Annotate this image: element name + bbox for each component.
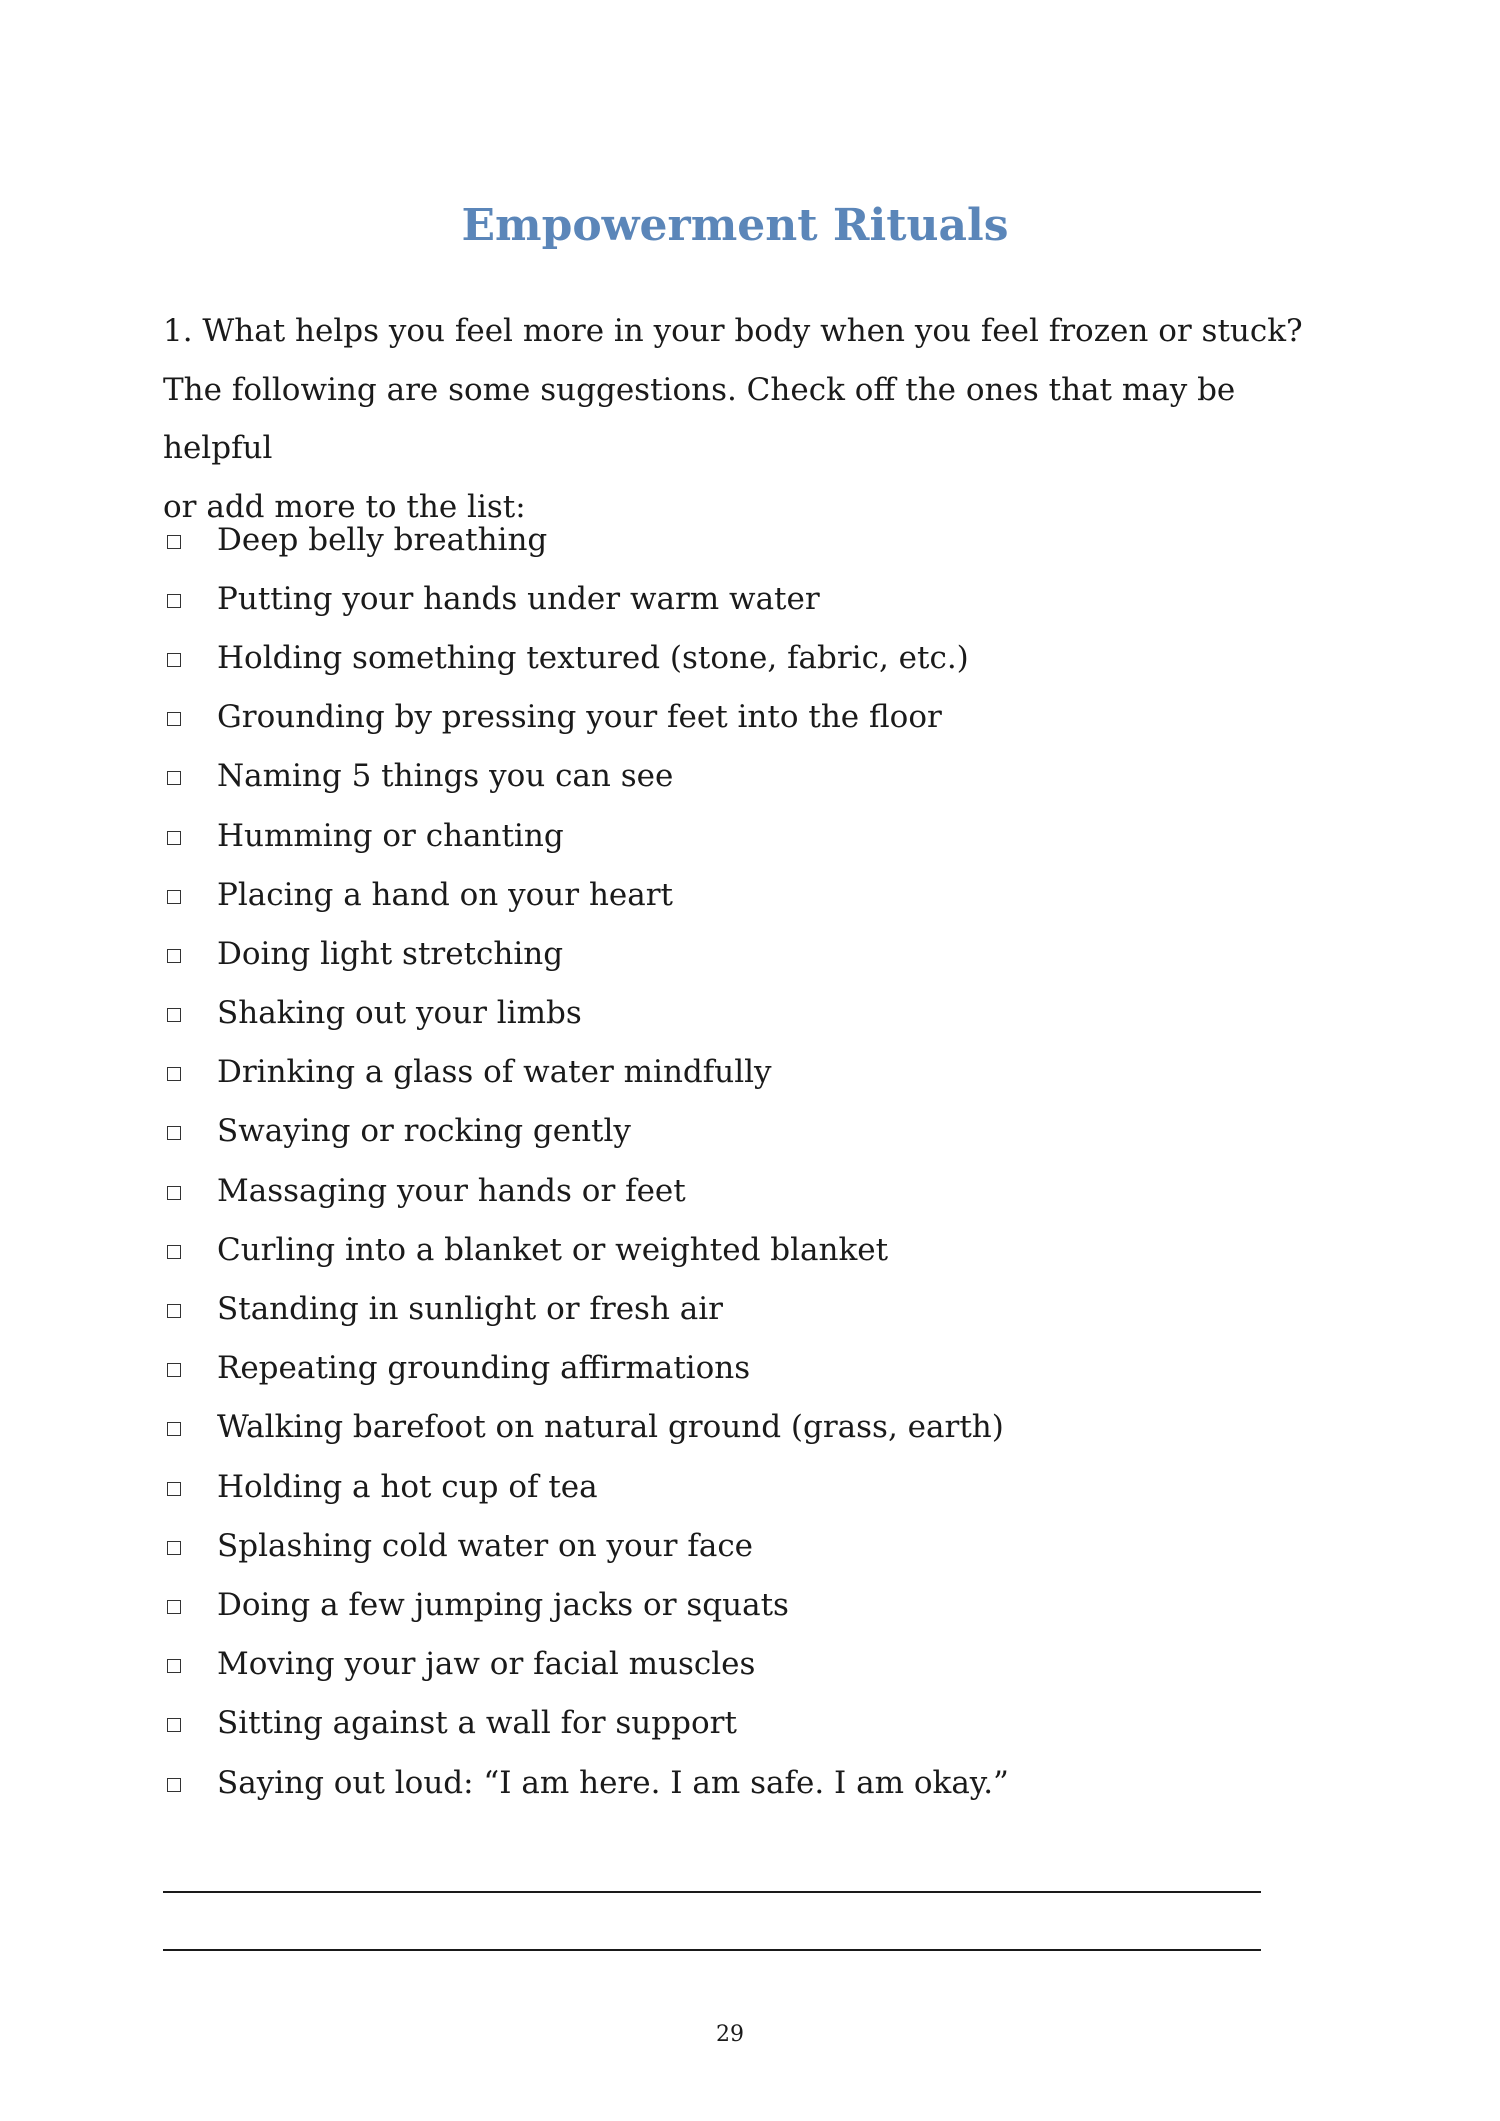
page-title: Empowerment Rituals	[461, 200, 1009, 251]
checkbox-icon[interactable]	[167, 1600, 181, 1614]
checklist-item	[163, 569, 1363, 628]
checklist-item-label: Splashing cold water on your face	[217, 1527, 754, 1564]
checkbox-icon[interactable]	[167, 771, 181, 785]
checkbox-icon[interactable]	[167, 1422, 181, 1436]
checklist-item-label: Holding something textured (stone, fabric, etc.)	[217, 639, 969, 676]
write-in-line[interactable]	[163, 1891, 1261, 1893]
checklist-item	[163, 1753, 1363, 1812]
checkbox-icon[interactable]	[167, 1008, 181, 1022]
checklist-item	[163, 1220, 1363, 1279]
intro-line: The following are some suggestions. Check off the ones that may be helpful	[163, 371, 1236, 466]
checkbox-icon[interactable]	[167, 1186, 181, 1200]
checkbox-icon[interactable]	[167, 1363, 181, 1377]
checklist-item-label: Standing in sunlight or fresh air	[217, 1291, 724, 1328]
checklist-item	[163, 1043, 1363, 1102]
checklist-item	[163, 510, 1363, 569]
checkbox-icon[interactable]	[167, 1659, 181, 1673]
checkbox-icon[interactable]	[167, 890, 181, 904]
checklist-item-label: Shaking out your limbs	[217, 995, 582, 1032]
checklist-item-label: Saying out loud: “I am here. I am safe. I am okay.”	[217, 1764, 1009, 1801]
checklist-item-label: Swaying or rocking gently	[217, 1113, 631, 1150]
checklist-item-label: Doing a few jumping jacks or squats	[217, 1586, 789, 1623]
checklist-item-label: Naming 5 things you can see	[217, 758, 674, 795]
checklist-item	[163, 806, 1363, 865]
checkbox-icon[interactable]	[167, 1541, 181, 1555]
checklist-item	[163, 1457, 1363, 1516]
checkbox-icon[interactable]	[167, 1126, 181, 1140]
checklist-item-label: Grounding by pressing your feet into the floor	[217, 699, 942, 736]
checklist-item	[163, 747, 1363, 806]
checklist-item-label: Putting your hands under warm water	[217, 580, 820, 617]
checklist-item	[163, 1694, 1363, 1753]
checkbox-icon[interactable]	[167, 831, 181, 845]
checklist-item	[163, 1102, 1363, 1161]
checkbox-icon[interactable]	[167, 594, 181, 608]
checklist-item	[163, 688, 1363, 747]
checklist-item-label: Walking barefoot on natural ground (grass, earth)	[217, 1409, 1004, 1446]
checkbox-icon[interactable]	[167, 1067, 181, 1081]
checklist-item	[163, 924, 1363, 983]
checklist-item-label: Moving your jaw or facial muscles	[217, 1646, 756, 1683]
checklist-item-label: Curling into a blanket or weighted blanket	[217, 1231, 889, 1268]
checklist-item-label: Placing a hand on your heart	[217, 876, 674, 913]
checklist-item-label: Sitting against a wall for support	[217, 1705, 737, 1742]
checkbox-icon[interactable]	[167, 949, 181, 963]
checklist-item	[163, 984, 1363, 1043]
checkbox-icon[interactable]	[167, 1304, 181, 1318]
checkbox-icon[interactable]	[167, 1482, 181, 1496]
checkbox-icon[interactable]	[167, 653, 181, 667]
checklist-item-label: Repeating grounding affirmations	[217, 1350, 751, 1387]
checklist-item	[163, 1635, 1363, 1694]
intro-line: or add more to the list:	[163, 488, 526, 525]
intro-question	[163, 302, 1343, 536]
checklist-item-label: Drinking a glass of water mindfully	[217, 1054, 772, 1091]
checklist-item	[163, 1516, 1363, 1575]
checklist-item-label: Deep belly breathing	[217, 521, 548, 558]
checkbox-icon[interactable]	[167, 1718, 181, 1732]
checklist-item	[163, 1575, 1363, 1634]
checkbox-icon[interactable]	[167, 1245, 181, 1259]
checklist-item-label: Massaging your hands or feet	[217, 1172, 686, 1209]
suggestion-checklist	[163, 510, 1363, 1812]
checkbox-icon[interactable]	[167, 712, 181, 726]
intro-line: 1. What helps you feel more in your body when you feel frozen or stuck?	[163, 313, 1303, 349]
write-in-line[interactable]	[163, 1949, 1261, 1951]
checklist-item	[163, 1161, 1363, 1220]
checklist-item-label: Holding a hot cup of tea	[217, 1468, 598, 1505]
checklist-item	[163, 628, 1363, 687]
checklist-item-label: Doing light stretching	[217, 935, 564, 972]
checklist-item	[163, 1279, 1363, 1338]
checklist-item	[163, 865, 1363, 924]
page-number: 29	[716, 2022, 744, 2047]
checklist-item	[163, 1398, 1363, 1457]
checklist-item	[163, 1339, 1363, 1398]
checkbox-icon[interactable]	[167, 1778, 181, 1792]
checklist-item-label: Humming or chanting	[217, 817, 564, 854]
checkbox-icon[interactable]	[167, 535, 181, 549]
